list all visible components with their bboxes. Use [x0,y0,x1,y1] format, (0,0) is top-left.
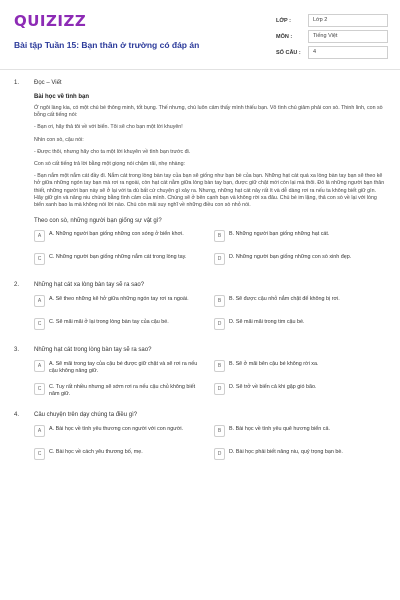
option-letter-box: C [34,383,45,395]
answer-option-d[interactable] [214,318,386,335]
option-text: C. Sẽ mãi mãi ở lại trong lòng bàn tay của cậu bé. [49,319,169,326]
option-text: D. Sẽ trở về biển cả khi gặp gió bão. [229,384,317,391]
quizizz-logo: QUIZIZZ [14,12,87,30]
question-prompt: Những hạt cát xa lòng bàn tay sẽ ra sao? [34,282,145,289]
answer-option-b[interactable] [214,230,386,247]
question-1 [0,80,400,270]
worksheet-header [14,10,386,62]
answer-option-b[interactable] [214,360,386,377]
answer-option-a[interactable] [34,360,206,377]
option-text: C. Bài học về cách yêu thương bố, mẹ. [49,449,143,456]
passage-paragraph: Con sò cất tiếng trả lời bằng một giọng nói chậm rãi, nhẹ nhàng: [34,161,185,168]
answer-option-a[interactable] [34,295,206,312]
option-letter-box: B [214,360,225,372]
option-text: B. Sẽ ở mãi bên cậu bé không rời xa. [229,361,319,368]
header-divider [0,69,400,70]
option-letter-box: A [34,295,45,307]
option-letter-box: C [34,253,45,265]
option-letter-box: D [214,253,225,265]
question-3 [0,347,400,400]
answer-option-c[interactable] [34,318,206,335]
option-text: A. Những người bạn giống những con sóng ở biển khơi. [49,231,184,238]
answer-option-a[interactable] [34,425,206,442]
passage-paragraph: - Bạn ơi, hãy thả tôi về với biển. Tôi sẽ cho bạn một lời khuyên! [34,124,183,131]
worksheet-title: Bài tập Tuần 15: Bạn thân ở trường có đáp án [14,40,200,50]
option-text: A. Sẽ theo những kẽ hở giữa những ngón tay rơi ra ngoài. [49,296,189,303]
answer-option-d[interactable] [214,253,386,270]
question-count-value: 4 [308,46,388,59]
option-text: A. Sẽ mãi trong tay của cậu bé được giữ chặt và sẽ rơi ra nếu cậu không nâng giữ. [49,361,198,375]
option-letter-box: C [34,448,45,460]
option-text: D. Sẽ mãi mãi trong tim cậu bé. [229,319,305,326]
question-number: 1. [14,80,20,86]
option-letter-box: D [214,318,225,330]
answer-option-c[interactable] [34,253,206,270]
passage-paragraph: - Được thôi, nhưng hãy cho ta một lời khuyên về tình bạn trước đi. [34,148,191,155]
passage-title: Bài học về tình bạn [34,94,90,100]
grade-value: Lớp 2 [308,14,388,27]
answer-option-b[interactable] [214,295,386,312]
option-text: B. Sẽ được cậu nhỏ nắm chặt để không bị rơi. [229,296,340,303]
worksheet-meta [276,14,388,62]
answer-option-c[interactable] [34,383,206,400]
grade-label: LỚP : [276,17,291,24]
answer-option-d[interactable] [214,448,386,465]
question-prompt: Câu chuyện trên dạy chúng ta điều gì? [34,412,138,419]
question-number: 2. [14,282,20,289]
answer-option-c[interactable] [34,448,206,465]
option-text: D. Những người bạn giống những con sò xinh đẹp. [229,254,352,261]
question-2 [0,282,400,335]
option-text: D. Bài học phải biết nâng niu, quý trọng bạn bè. [229,449,343,456]
passage-paragraph: - Bạn nắm một nắm cát đầy đi. Nắm cát trong lòng bàn tay của bạn sẽ giống như bạn bè của bạn. Những hạt cát quá xa lòng bàn tay bạn sẽ theo kẽ hở giữa những ngón tay bạn mà rơi ra ngoài, còn hạt cát nằm giữa lòng bàn tay bạn, được giữ chặt mới còn lại mà thôi. Đó là những người bạn thân thiết, những người bạn này sẽ ở lại với ta dù bất cứ chuyện gì xảy ra. Nhưng, những hạt cát nảy rất ít và dễ dàng rơi ra nếu ta không biết giữ gìn. Hãy giữ gìn và nâng niu chúng bằng tình cảm của mình. Chúng sẽ ở bên cạnh bạn và không rời xa đâu. Chú bé im lặng, thả con sò về lại với lòng biển xanh bao la mà không nói lời nào. Chú còn mải suy nghĩ về những điều con sò nhỏ nói. [34,173,385,209]
option-text: B. Những người bạn giống những hạt cát. [229,231,330,238]
passage-paragraph: Ở ngôi làng kia, có một chú bé thông minh, tốt bụng. Thế nhưng, chú luôn cảm thấy mình thiếu bạn. Vô tình chú giảm phải con sò. Thinh linh, con sò bỗng cất tiếng nói: [34,105,383,119]
option-letter-box: C [34,318,45,330]
subject-label: MÔN : [276,33,293,40]
subject-value: Tiếng Việt [308,30,388,43]
question-prompt: Theo con sò, những người bạn giống sự vật gì? [34,218,162,225]
option-letter-box: D [214,448,225,460]
answer-options [34,295,386,335]
subject-row [276,30,388,43]
option-letter-box: A [34,230,45,242]
answer-options [34,360,386,400]
question-number: 3. [14,347,20,354]
option-text: A. Bài học về tình yêu thương con người với con người. [49,426,184,433]
grade-row [276,14,388,27]
passage-paragraph: Nhìn con sò, cậu nói: [34,136,84,143]
answer-options [34,230,386,270]
question-number: 4. [14,412,20,419]
question-heading: Đọc – Viết [34,80,62,86]
option-text: C. Những người bạn giống những nắm cát trong lòng tay. [49,254,187,261]
option-letter-box: A [34,360,45,372]
option-letter-box: D [214,383,225,395]
option-letter-box: B [214,230,225,242]
option-text: C. Tuy rất nhiều nhưng sẽ sớm rơi ra nếu cậu chủ không biết nâm giữ. [49,384,196,398]
option-text: B. Bài học về tình yêu quê hương biển cả. [229,426,330,433]
worksheet-content [0,80,400,465]
answer-options [34,425,386,465]
option-letter-box: B [214,425,225,437]
question-count-label: SỐ CÂU : [276,49,301,56]
answer-option-d[interactable] [214,383,386,400]
option-letter-box: A [34,425,45,437]
question-4 [0,412,400,465]
answer-option-b[interactable] [214,425,386,442]
answer-option-a[interactable] [34,230,206,247]
question-count-row [276,46,388,59]
question-prompt: Những hạt cát trong lòng bàn tay sẽ ra sao? [34,347,152,354]
option-letter-box: B [214,295,225,307]
